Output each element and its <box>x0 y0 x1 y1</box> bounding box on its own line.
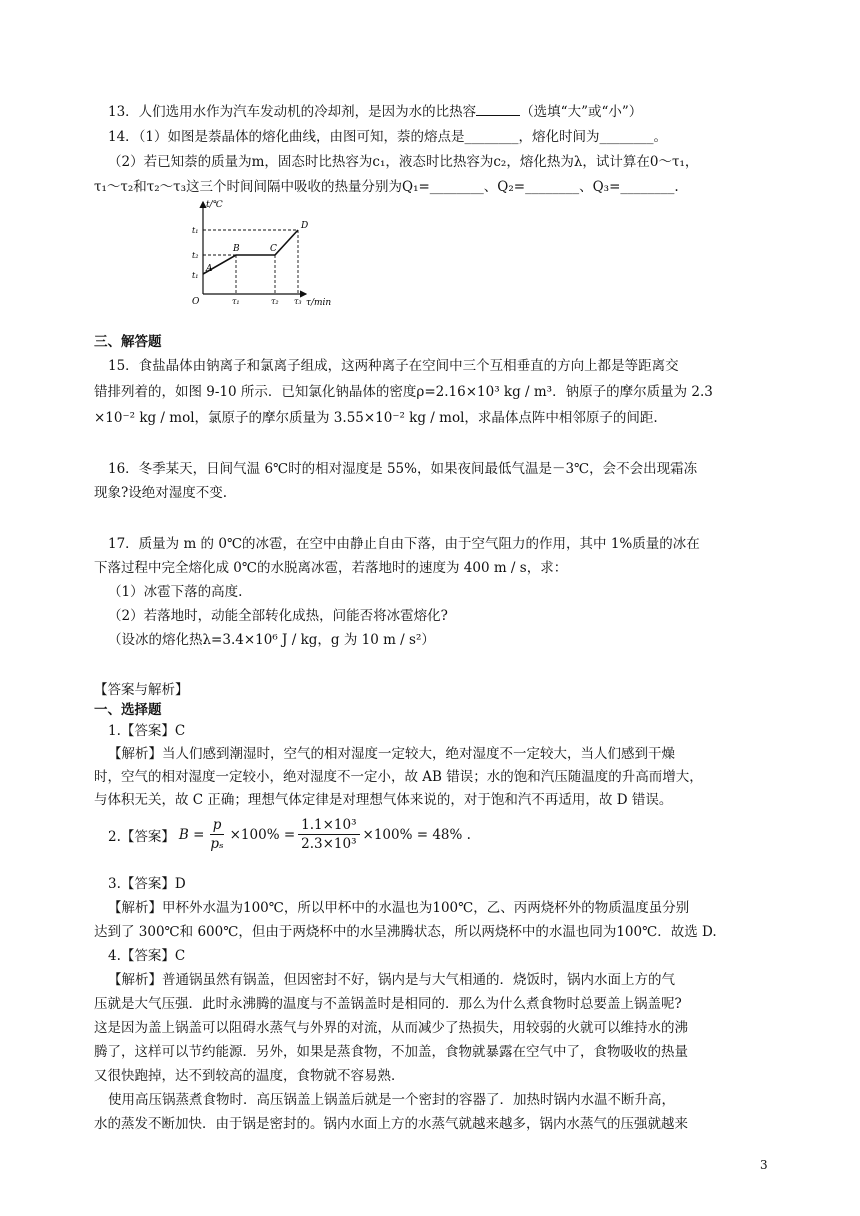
formula-lhs: B = <box>178 826 205 843</box>
melting-curve-graph <box>188 198 348 308</box>
analysis-1-line-1: 【解析】当人们感到潮湿时，空气的相对湿度一定较大，绝对湿度不一定较大，当人们感到干燥 <box>108 746 675 762</box>
fraction-p-over-ps <box>207 816 226 853</box>
section-3-title: 三、解答题 <box>94 334 162 350</box>
question-15-line-2: 错排列着的，如图 9-10 所示．已知氯化钠晶体的密度ρ=2.16×10³ kg / m³．钠原子的摩尔质量为 2.3 <box>94 384 713 400</box>
question-13-tail: （选填“大”或“小”） <box>520 104 643 120</box>
point-label: A <box>206 264 213 274</box>
analysis-1-line-3: 与体积无关，故 C 正确；理想气体定律是对理想气体来说的，对于饱和汽不再适用，故 D 错误。 <box>94 792 673 808</box>
question-17-line-5: （设冰的熔化热λ=3.4×10⁶ J / kg，g 为 10 m / s²） <box>108 632 435 648</box>
fraction-denominator: 2.3×10³ <box>301 836 357 852</box>
question-15-line-1: 15．食盐晶体由钠离子和氯离子组成，这两种离子在空间中三个互相垂直的方向上都是等距离交 <box>108 358 679 374</box>
analysis-4-line-4: 腾了，这样可以节约能源．另外，如果是蒸食物，不加盖，食物就暴露在空气中了，食物吸收的热量 <box>94 1044 688 1060</box>
fraction-values <box>298 816 359 853</box>
y-tick-label: t₁ <box>192 271 199 280</box>
formula-result: ×100% = 48% . <box>362 826 471 843</box>
answers-section-1: 一、选择题 <box>94 702 162 718</box>
page-number: 3 <box>760 1158 768 1172</box>
point-label: C <box>270 244 277 254</box>
answer-1: 1.【答案】C <box>108 723 186 739</box>
point-label: D <box>301 221 309 231</box>
fraction-numerator: 1.1×10³ <box>298 816 359 835</box>
question-13 <box>108 103 642 121</box>
fraction-numerator: p <box>210 816 225 835</box>
analysis-4-line-6: 使用高压锅蒸煮食物时．高压锅盖上锅盖后就是一个密封的容器了．加热时锅内水温不断升高， <box>108 1092 675 1108</box>
answer-blank <box>476 103 520 116</box>
y-tick-label: t₁ <box>192 226 199 235</box>
fraction-denominator: pₛ <box>210 836 224 852</box>
analysis-3-line-2: 达到了 300℃和 600℃，但由于两烧杯中的水呈沸腾状态，所以两烧杯中的水温也同为100℃．故选 D. <box>94 924 717 940</box>
analysis-4-line-3: 这是因为盖上锅盖可以阻碍水蒸气与外界的对流，从而减少了热损失，用较弱的火就可以维持水的沸 <box>94 1020 688 1036</box>
y-tick-label: t₂ <box>192 251 199 260</box>
question-15-line-3: ×10⁻² kg / mol，氯原子的摩尔质量为 3.55×10⁻² kg / mol，求晶体点阵中相邻原子的间距. <box>94 410 658 426</box>
answer-4: 4.【答案】C <box>108 948 186 964</box>
question-17-line-1: 17．质量为 m 的 0℃的冰雹，在空中由静止自由下落，由于空气阻力的作用，其中 1%质量的冰在 <box>108 536 700 552</box>
answer-2-formula <box>108 816 471 853</box>
question-14-line-2: （2）若已知萘的质量为m，固态时比热容为c₁，液态时比热容为c₂，熔化热为λ，试计算在0～τ₁， <box>108 154 699 170</box>
question-17-line-2: 下落过程中完全熔化成 0℃的水脱离冰雹，若落地时的速度为 400 m / s，求： <box>94 560 568 576</box>
answer-2-label: 2.【答案】 <box>108 828 175 845</box>
x-axis-label: τ/min <box>306 298 332 308</box>
question-16-line-1: 16．冬季某天，日间气温 6℃时的相对湿度是 55%，如果夜间最低气温是－3℃，会不会出现霜冻 <box>108 461 698 477</box>
analysis-4-line-2: 压就是大气压强．此时永沸腾的温度与不盖锅盖时是相同的．那么为什么煮食物时总要盖上锅盖呢? <box>94 996 682 1012</box>
analysis-4-line-5: 又很快跑掉，达不到较高的温度，食物就不容易熟． <box>94 1068 405 1084</box>
question-17-line-3: （1）冰雹下落的高度. <box>108 584 243 600</box>
point-label: B <box>233 244 240 254</box>
question-14-line-3: τ₁～τ₂和τ₂～τ₃这三个时间间隔中吸收的热量分别为Q₁=________、Q₂=________、Q₃=________. <box>94 179 679 195</box>
question-16-line-2: 现象?设绝对湿度不变. <box>94 485 228 501</box>
analysis-4-line-1: 【解析】普通锅虽然有锅盖，但因密封不好，锅内是与大气相通的．烧饭时，锅内水面上方的气 <box>108 972 675 988</box>
formula-middle: ×100% = <box>229 826 296 843</box>
x-tick-label: τ₃ <box>294 297 302 306</box>
y-axis-label: t/℃ <box>206 200 223 210</box>
answers-title: 【答案与解析】 <box>94 682 189 698</box>
analysis-4-line-7: 水的蒸发不断加快．由于锅是密封的。锅内水面上方的水蒸气就越来越多，锅内水蒸气的压强就越来 <box>94 1116 688 1132</box>
melting-curve <box>203 230 298 274</box>
analysis-3-line-1: 【解析】甲杯外水温为100℃，所以甲杯中的水温也为100℃，乙、丙两烧杯外的物质温度虽分别 <box>108 900 690 916</box>
question-14-line-1: 14．（1）如图是萘晶体的熔化曲线，由图可知，萘的熔点是________，熔化时间为________。 <box>108 129 668 145</box>
answer-3: 3.【答案】D <box>108 876 186 892</box>
question-13-text: 13．人们选用水作为汽车发动机的冷却剂，是因为水的比热容 <box>108 104 477 120</box>
origin-label: O <box>192 297 200 307</box>
x-tick-label: τ₁ <box>232 297 240 306</box>
question-17-line-4: （2）若落地时，动能全部转化成热，问能否将冰雹熔化? <box>108 608 448 624</box>
analysis-1-line-2: 时，空气的相对湿度一定较小，绝对湿度不一定小，故 AB 错误；水的饱和汽压随温度的升高而增大， <box>94 769 703 785</box>
x-tick-label: τ₂ <box>271 297 279 306</box>
